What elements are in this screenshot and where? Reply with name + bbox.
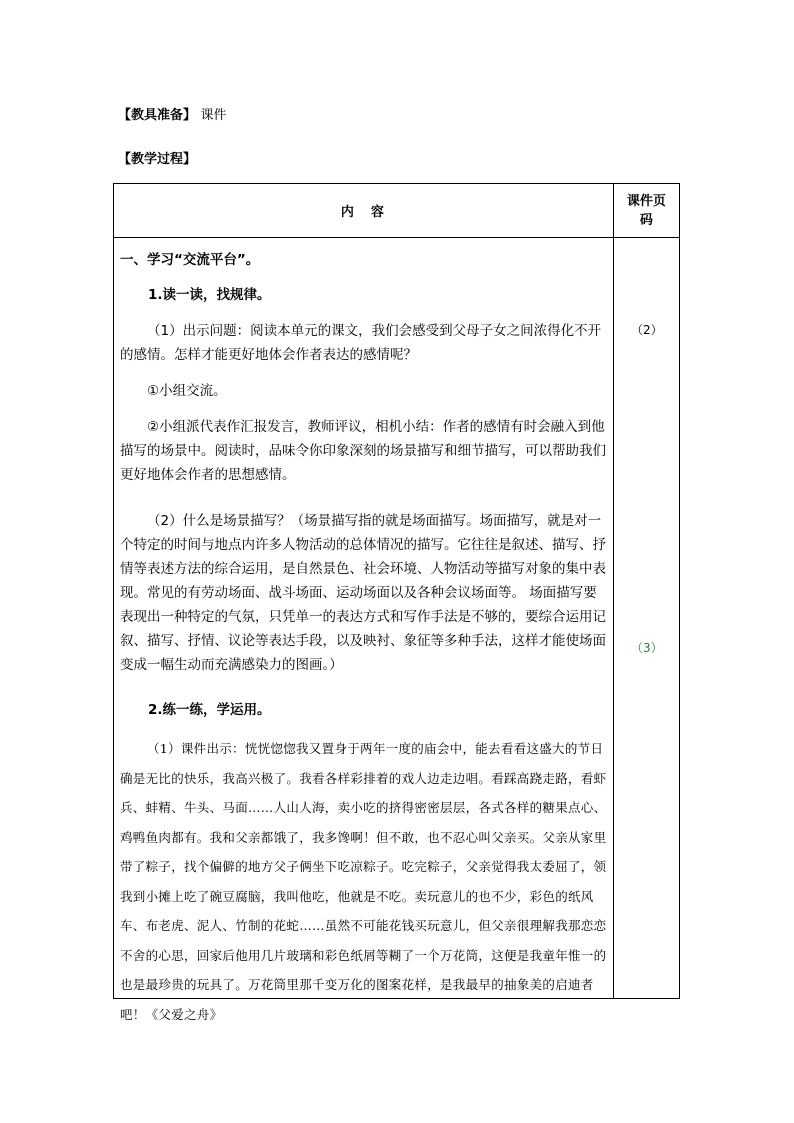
header-content: 内 容 — [114, 184, 614, 238]
content-cell — [114, 238, 614, 1022]
page-ref-2: （2） — [631, 323, 663, 337]
teaching-process-heading: 【教学过程】 — [118, 152, 197, 167]
lesson-table — [113, 183, 680, 1022]
page-ref-3: （3） — [631, 641, 663, 655]
sub1-title: 1.读一读，找规律。 — [148, 287, 271, 303]
teaching-aids-value: 课件 — [200, 108, 227, 123]
header-page-line2: 码 — [639, 212, 653, 228]
paragraph-3: ②小组派代表作汇报发言，教师评议，相机小结：作者的感情有时会融入到他描写的场景中。阅读时，品味令你印象深刻的场景描写和细节描写，可以帮助我们更好地体会作者的思想感情。 — [120, 419, 606, 483]
paragraph-2: ①小组交流。 — [147, 383, 227, 399]
table-body-row — [114, 238, 680, 999]
teaching-aids-label: 【教具准备】 — [118, 108, 197, 123]
header-page — [613, 184, 679, 238]
teaching-aids-line — [118, 104, 227, 123]
section1-title: 一、学习“交流平台”。 — [120, 252, 260, 268]
paragraph-5: （1）课件出示：恍恍惚惚我又置身于两年一度的庙会中，能去看看这盛大的节日确是无比的快乐，我高兴极了。我看各样彩排着的戏人边走边唱。看踩高跷走路，看虾兵、蚌精、牛头、马面……人山人海，卖小吃的挤得密密层层，各式各样的糖果点心、鸡鸭鱼肉都有。我和父亲都饿了，我多馋啊！但不敢，也不忍心叫父亲买。父亲从家里带了粽子，找个偏僻的地方父子俩坐下吃凉粽子。吃完粽子，父亲觉得我太委屈了，领我到小摊上吃了碗豆腐脑，我叫他吃，他就是不吃。卖玩意儿的也不少，彩色的纸风车、布老虎、泥人、竹制的花蛇……虽然不可能花钱买玩意儿，但父亲很理解我那恋恋不舍的心思，回家后他用几片玻璃和彩色纸屑等糊了一个万花筒，这便是我童年惟一的也是最珍贵的玩具了。万花筒里那千变万化的图案花样，是我最早的抽象美的启迪者吧！《父爱之舟》 — [120, 741, 607, 1022]
header-page-line1: 课件页 — [626, 193, 666, 209]
paragraph-1: （1）出示问题：阅读本单元的课文，我们会感受到父母子女之间浓得化不开的感情。怎样才能更好地体会作者表达的感情呢？ — [120, 323, 602, 363]
sub2-title: 2.练一练，学运用。 — [148, 702, 271, 718]
paragraph-4: （2）什么是场景描写？（场景描写指的就是场面描写。场面描写，就是对一个特定的时间与地点内许多人物活动的总体情况的描写。它往往是叙述、描写、抒情等表述方法的综合运用，是自然景色、社会环境、人物活动等描写对象的集中表现。常见的有劳动场面、战斗场面、运动场面以及各种会议场面等。 场面描写要表现出一种特定的气氛，只凭单一的表达方式和写作手法是不够的，要综合运用记叙、描写、抒情、议论等表达手段，以及映衬、象征等多种手法，这样才能使场面变成一幅生动而充满感染力的图画。） — [120, 513, 606, 673]
page-ref-cell — [613, 238, 679, 999]
table-header-row — [114, 184, 680, 238]
